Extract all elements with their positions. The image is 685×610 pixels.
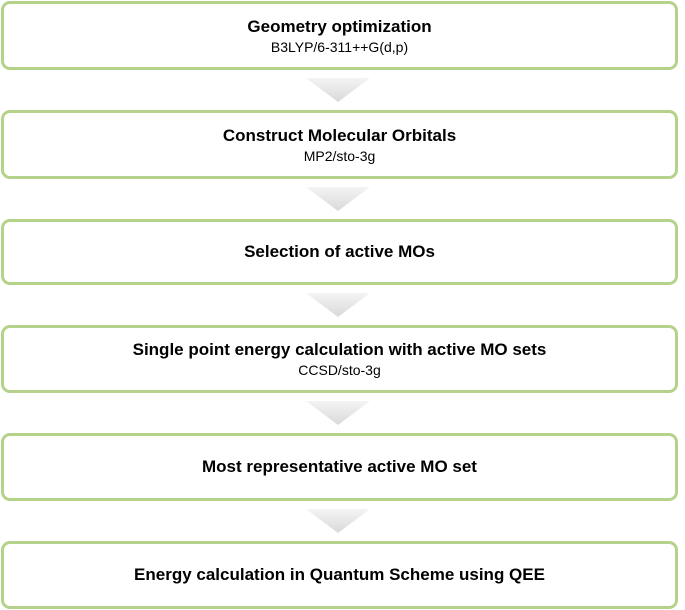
step-single-point-energy-calculation bbox=[1, 325, 678, 393]
step-selection-of-active-mos bbox=[1, 219, 678, 285]
step-title: Selection of active MOs bbox=[244, 242, 435, 261]
down-arrow-icon bbox=[306, 401, 370, 425]
step-title: Geometry optimization bbox=[247, 16, 432, 36]
step-geometry-optimization bbox=[1, 1, 678, 70]
down-arrow-icon bbox=[306, 293, 370, 317]
step-subtitle: MP2/sto-3g bbox=[303, 147, 376, 164]
step-title: Energy calculation in Quantum Scheme using QEE bbox=[134, 565, 545, 584]
step-title: Construct Molecular Orbitals bbox=[222, 125, 457, 145]
step-title: Single point energy calculation with active MO sets bbox=[132, 340, 547, 359]
step-subtitle: B3LYP/6-311++G(d,p) bbox=[270, 38, 409, 55]
step-title: Most representative active MO set bbox=[202, 457, 477, 476]
step-construct-molecular-orbitals bbox=[1, 110, 678, 179]
down-arrow-icon bbox=[306, 78, 370, 102]
step-most-representative-active-mo-set bbox=[1, 433, 678, 501]
down-arrow-icon bbox=[306, 509, 370, 533]
step-subtitle: CCSD/sto-3g bbox=[298, 362, 381, 378]
down-arrow-icon bbox=[306, 187, 370, 211]
step-energy-calculation-quantum-scheme bbox=[1, 541, 678, 609]
